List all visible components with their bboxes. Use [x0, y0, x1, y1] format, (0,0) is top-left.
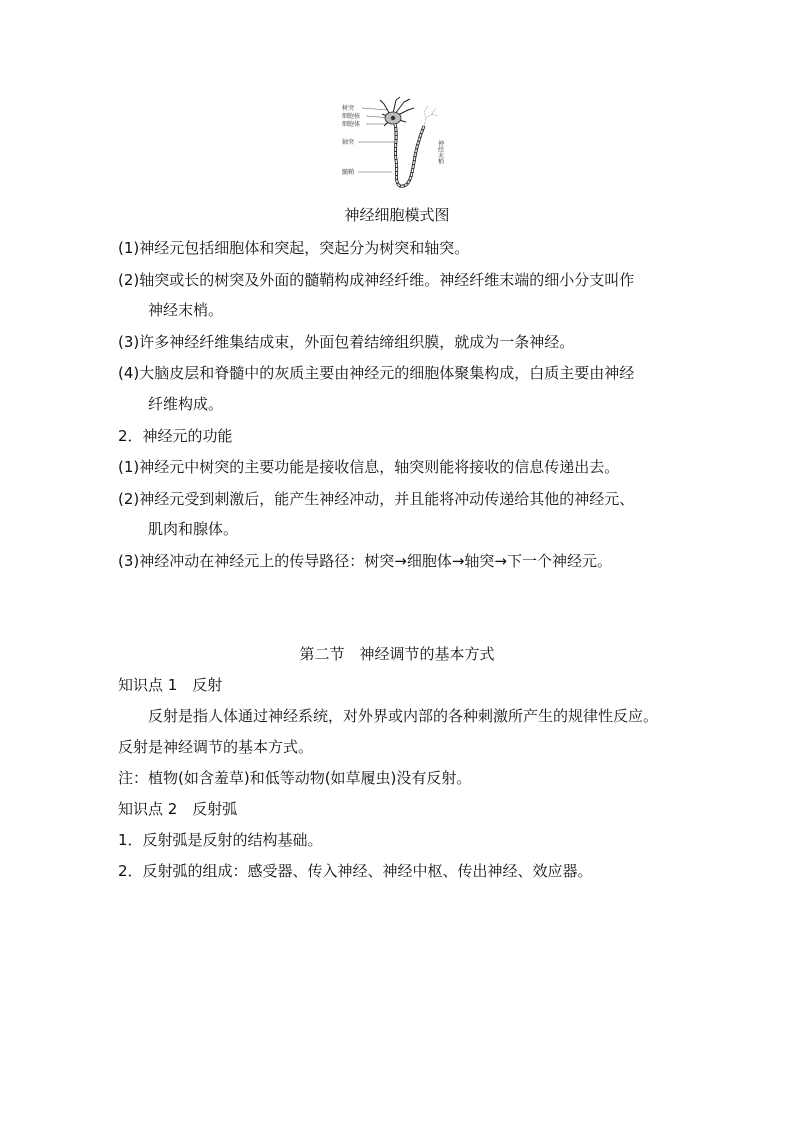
label-dendrite: 树突: [342, 105, 355, 112]
neuron-diagram: [340, 96, 452, 192]
label-nerve-ending: 神经末梢: [436, 140, 444, 164]
structure-item-4-line-1: (4)大脑皮层和脊髓中的灰质主要由神经元的细胞体聚集构成，白质主要由神经: [118, 364, 635, 382]
structure-item-2-line-1: (2)轴突或长的树突及外面的髓鞘构成神经纤维。神经纤维末端的细小分支叫作: [118, 271, 635, 289]
structure-item-4-line-2: 纤维构成。: [148, 395, 224, 413]
function-item-3: (3)神经冲动在神经元上的传导路径：树突→细胞体→轴突→下一个神经元。: [118, 552, 612, 570]
knowledge-point-2-heading: 知识点 2 反射弧: [118, 800, 238, 818]
label-nucleus: 细胞核: [342, 113, 361, 120]
knowledge-point-2-item-2: 2．反射弧的组成：感受器、传入神经、神经中枢、传出神经、效应器。: [118, 862, 593, 880]
label-axon: 轴突: [342, 139, 355, 146]
structure-item-2-line-2: 神经末梢。: [148, 301, 224, 319]
label-myelin: 髓鞘: [342, 169, 355, 176]
function-heading: 2．神经元的功能: [118, 427, 233, 445]
label-cell-body: 细胞体: [342, 121, 361, 128]
knowledge-point-2-item-1: 1．反射弧是反射的结构基础。: [118, 831, 323, 849]
figure-caption: 神经细胞模式图: [344, 206, 450, 224]
function-item-2-line-2: 肌肉和腺体。: [148, 520, 239, 538]
knowledge-point-1-paragraph-line-2: 反射是神经调节的基本方式。: [118, 738, 314, 756]
knowledge-point-1-heading: 知识点 1 反射: [118, 676, 223, 694]
function-item-2-line-1: (2)神经元受到刺激后，能产生神经冲动，并且能将冲动传递给其他的神经元、: [118, 490, 635, 508]
knowledge-point-1-paragraph-line-1: 反射是指人体通过神经系统，对外界或内部的各种刺激所产生的规律性反应。: [148, 707, 659, 725]
knowledge-point-1-note: 注：植物(如含羞草)和低等动物(如草履虫)没有反射。: [118, 769, 472, 787]
structure-item-3: (3)许多神经纤维集结成束，外面包着结缔组织膜，就成为一条神经。: [118, 333, 575, 351]
neuron-diagram-svg: [340, 96, 452, 192]
section-title: 第二节 神经调节的基本方式: [299, 645, 495, 663]
function-item-1: (1)神经元中树突的主要功能是接收信息，轴突则能将接收的信息传递出去。: [118, 458, 620, 476]
structure-item-1: (1)神经元包括细胞体和突起，突起分为树突和轴突。: [118, 239, 470, 257]
